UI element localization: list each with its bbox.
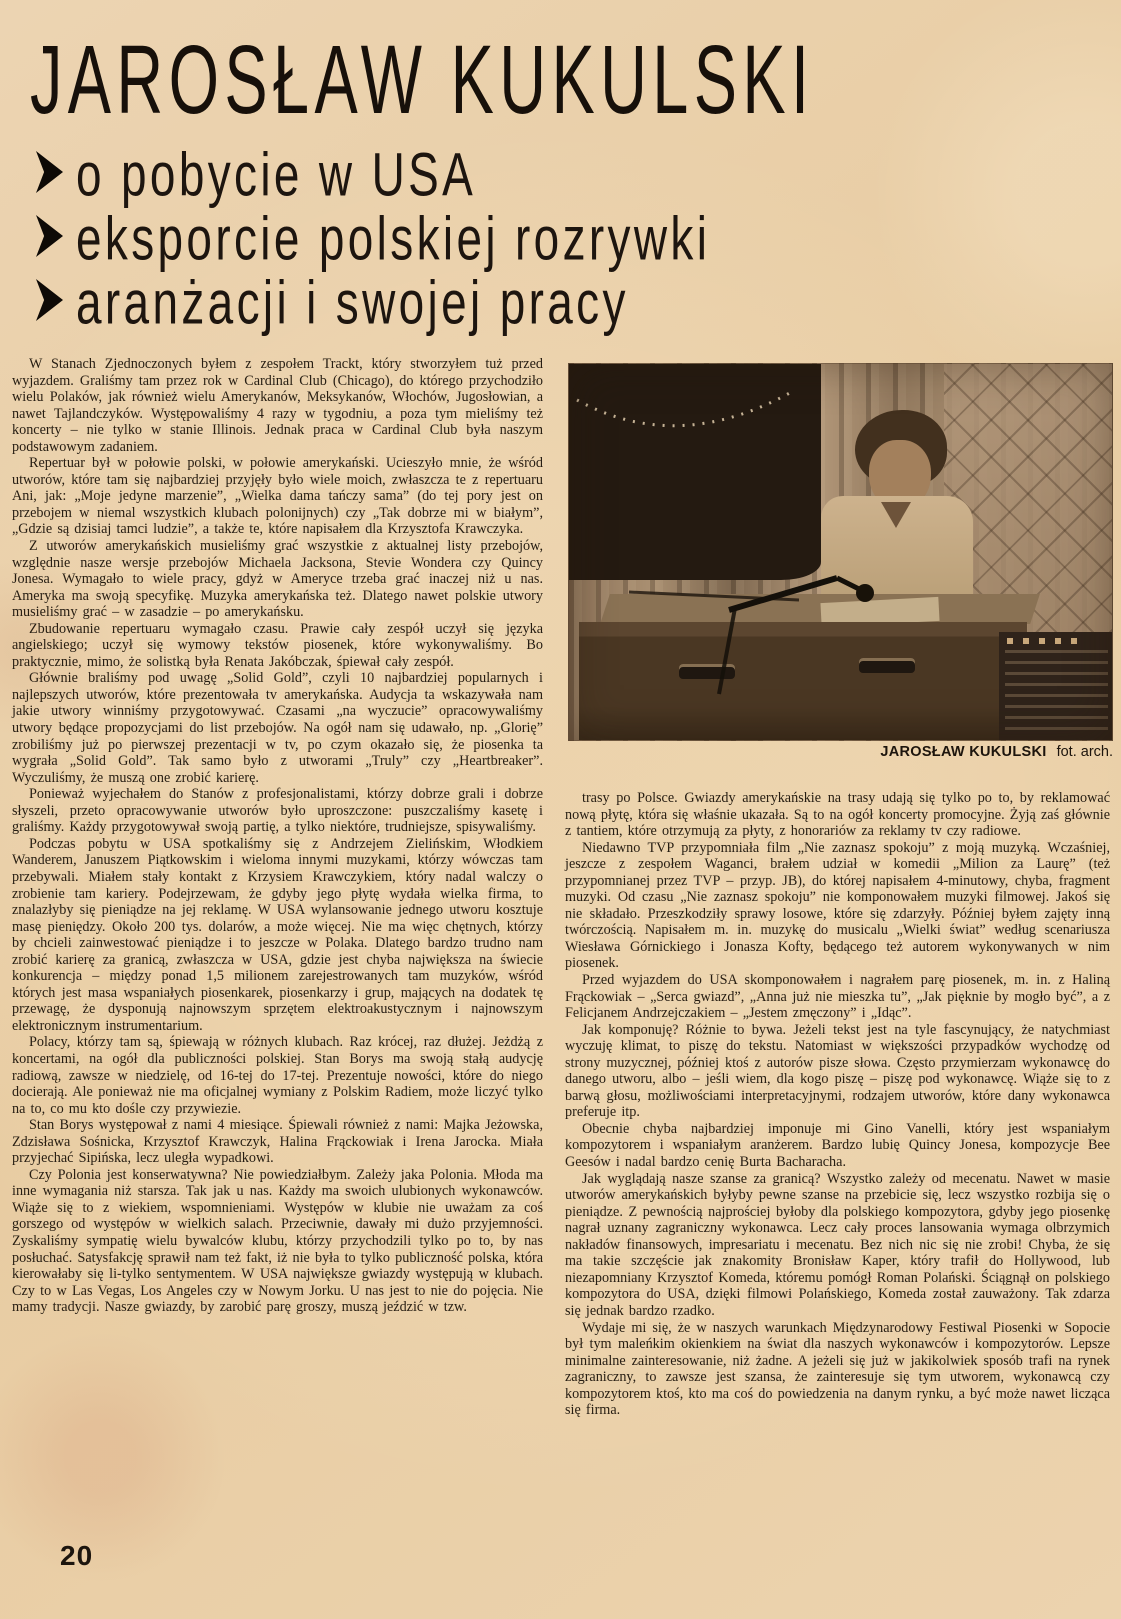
page-number: 20 — [60, 1540, 94, 1571]
article-paragraph: W Stanach Zjednoczonych byłem z zespołem Trackt, który stworzyłem tuż przed wyjazdem. Graliśmy tam przez rok w Cardinal Club (Chicago), do którego przychodziło wielu Polaków, jak również wielu Amerykanów, Meksykanów, Włochów, Jugosłowian, a nawet Tajlandczyków. Występowaliśmy 4 razy w tygodniu, a poza tym mieliśmy też koncerty – nie tylko w stanie Illinois. Jednak praca w Cardinal Club była naszym podstawowym zadaniem. — [12, 356, 543, 455]
bullet-label: eksporcie polskiej rozrywki — [76, 204, 711, 273]
article-paragraph: Jak komponuję? Różnie to bywa. Jeżeli tekst jest na tyle fascynujący, że natychmiast wyczuję klimat, to piszę do tekstu. Natomiast w większości przypadków wychodzę od strony muzycznej, później ktoś z autorów pisze słowa. Często przymierzam wykonawcę do danego utworu, albo – jeśli wiem, dla kogo piszę – piszę pod wykonawcę. Wiąże się to z barwą głosu, możliwościami interpretacyjnymi, rodzajem utworów, które dany wykonawca preferuje itp. — [565, 1021, 1110, 1121]
article-paragraph: Polacy, którzy tam są, śpiewają w różnych klubach. Raz krócej, raz dłużej. Jeżdżą z koncertami, na ogół dla publiczności polskiej. Stan Borys ma swoją stałą audycję radiową, zawsze w niedzielę, od 16-tej do 17-tej. Prezentuje nowości, które do niego docierają. Ale ponieważ nie ma oficjalnej wymiany z Polskim Radiem, może liczyć tylko na to, co mu kto dośle czy przywiezie. — [12, 1034, 543, 1117]
article-paragraph: Ponieważ wyjechałem do Stanów z profesjonalistami, którzy dobrze grali i dobrze słyszeli, przeto opracowywanie utworów było uproszczone: puszczaliśmy kasetę i graliśmy. Każdy przygotowywał swoją partię, a tylko niektóre, trudniejsze, spisywaliśmy. — [12, 786, 543, 836]
article-paragraph: Czy Polonia jest konserwatywna? Nie powiedziałbym. Zależy jaka Polonia. Młoda ma inne wymagania niż starsza. Tak jak u nas. Każdy ma swoich ulubionych wykonawców. Wiąże się to z wiekiem, wspomnieniami. Występów w klubie nie uważam za coś gorszego od występów w wielkich salach. Przeciwnie, dawały mi dużo przyjemności. Zyskaliśmy sympatię wielu bywalców klubu, którzy przychodzili tylko po to, by nas posłuchać. Satysfakcję sprawił nam też fakt, iż nie była to tylko publiczność polska, która kierowałaby się li-tylko sentymentem. W USA największe gwiazdy występują w klubach. Czy to w Las Vegas, Los Angeles czy w Nowym Jorku. U nas jest to nie do pojęcia. Nie mamy tradycji. Nasze gwiazdy, by zarobić parę groszy, muszą jeździć w tzw. — [12, 1166, 543, 1316]
masthead — [28, 22, 1088, 337]
article-paragraph: Niedawno TVP przypomniała film „Nie zaznasz spokoju” z moją muzyką. Wczaśniej, jeszcze z zespołem Waganci, brałem udział w komedii „Milion za Laurę” (też przypomnianej przez TVP – przyp. JB), do której napisałem 4-minutowy, chyba, fragment muzyki. Od czasu „Nie zaznasz spokoju” nie komponowałem muzyki filmowej. Jakoś się nie składało. Przeszkodziły sprawy losowe, które się zdarzyły. Później byłem zajęty inną twórczością. Napisałem m. in. muzykę do musicalu „Wielki świat” według scenariusza Wiesława Górnickiego i Jonasza Kofty, będącego też autorem wykonywanych w nim piosenek. — [565, 839, 1110, 972]
bullet-label: o pobycie w USA — [76, 140, 477, 209]
article-paragraph: Przed wyjazdem do USA skomponowałem i nagrałem parę piosenek, m. in. z Haliną Frąckowiak – „Serca gwiazd”, „Anna już nie mieszka tu”, „Jak pięknie by mogło być”, a z Felicjanem Andrzejczakiem – „Jestem zmęczony” i „Idąc”. — [565, 972, 1110, 1022]
photo-overlay-lines — [569, 364, 1113, 741]
photo-caption-name: JAROSŁAW KUKULSKI — [880, 744, 1047, 760]
chevron-right-icon — [36, 215, 63, 257]
article-paragraph: Jak wyglądają nasze szanse za granicą? Wszystko zależy od mecenatu. Nawet w masie utworów amerykańskich byłyby pewne szanse na przebicie się, lecz wszystko rozbija się o pieniądze. Z pewnością najprościej byłoby dla polskiego kompozytora, gdyby jego piosenkę nagrał uznany zagraniczny wykonawca. Lecz cały proces lansowania wymaga olbrzymich nakładów finansowych, impresariatu i mecenatu. Bez nich nic się nie zrobi! Chyba, że się ma takie szczęście jak znakomity Bronisław Kaper, który trafił do Hollywood, lub niezapomniany Krzysztof Komeda, któremu pomógł Roman Polański. Ściągnął on polskiego kompozytora do USA, dzięki filmowi Polańskiego, Komeda został zauważony. Tak zdarza się jednak bardzo rzadko. — [565, 1170, 1110, 1319]
photo-jaroslaw-kukulski — [568, 363, 1113, 741]
article-paragraph: Stan Borys występował z nami 4 miesiące. Śpiewali również z nami: Majka Jeżowska, Zdzisława Sośnicka, Krzysztof Krawczyk, Halina Frąckowiak i Irena Jarocka. Miała przyjechać Sipińska, lecz uległa wypadkowi. — [12, 1117, 543, 1167]
chevron-right-icon — [36, 279, 63, 321]
article-paragraph: Wydaje mi się, że w naszych warunkach Międzynarodowy Festiwal Piosenki w Sopocie był tym maleńkim okienkiem na świat dla naszych wykonawców i kompozytorów. Lepsze minimalne zainteresowanie, niż żadne. A jeżeli się już w jakikolwiek sposób trafi na rynek zagraniczny, to zawsze jest szansa, że zainteresuje się tym utworem, wykonawcą czy kompozytorem ktoś, kto ma coś do powiedzenia na danym rynku, a być może nawet licząca się firma. — [565, 1319, 1110, 1419]
article-paragraph: Podczas pobytu w USA spotkaliśmy się z Andrzejem Zielińskim, Włodkiem Wanderem, Januszem Piątkowskim i wieloma innymi muzykami, którzy wówczas tam przebywali. Miałem stały kontakt z Krzysiem Krawczykiem, który nadal walczy o zrobienie tam kariery. Podejrzewam, że gdyby jego płytę wydała wielka firma, to znalazłyby się pieniądze na jej reklamę. W USA wylansowanie jednego utworu kosztuje masę pieniędzy. Około 200 tys. dolarów, a może więcej. Nie ma więc chętnych, którzy by chcieli zainwestować pieniądze i to jeszcze w Polaka. Dlatego bardzo trudno nam zrobić karierę za granicą, zwłaszcza w USA, gdzie jest chyba największa na świecie konkurencja – między ponad 1,5 milionem zarejestrowanych tam muzyków, wśród których jest masa wspaniałych piosenkarek, piosenkarzy i grup, mających na dodatek tę przewagę, że dysponują najnowszym sprzętem elektroakustycznym i najnowszym elektronicznym instrumentarium. — [12, 835, 543, 1034]
article-right-column — [565, 790, 1110, 1550]
article-paragraph: Obecnie chyba najbardziej imponuje mi Gino Vanelli, który jest wspaniałym kompozytorem i wspaniałym aranżerem. Bardzo lubię Quincy Jonesa, kompozycje Bee Geesów i nadal bardzo cenię Burta Bacharacha. — [565, 1120, 1110, 1171]
article-paragraph: trasy po Polsce. Gwiazdy amerykańskie na trasy udają się tylko po to, by reklamować nową płytę, która się właśnie ukazała. Są to na ogół koncerty promocyjne. Żyją zaś głównie z tantiem, które otrzymują za płyty, z honorariów za reklamy tv czy radiowe. — [565, 790, 1110, 840]
article-paragraph: Z utworów amerykańskich musieliśmy grać wszystkie z aktualnej listy przebojów, względnie nasze wersje przebojów Michaela Jacksona, Stevie Wondera czy Quincy Jonesa. Wymagało to wiele pracy, gdyż w Ameryce trzeba grać inaczej niż u nas. Ameryka ma swoją specyfikę. Muzyka amerykańska też. Dlatego nawet polskie utwory musieliśmy grać – w zasadzie – po amerykańsku. — [12, 538, 543, 621]
article-paragraph: Repertuar był w połowie polski, w połowie amerykański. Ucieszyło mnie, że wśród utworów, które tam się najbardziej przyjęły było wiele moich, zwłaszcza te z repertuaru Ani, jak: „Moje jedyne marzenie”, „Wielka dama tańczy sama” (do tej pory jest on przebojem w niemal wszystkich klubach polonijnych) czy „Tak dobrze mi w białym”, „Gdzie są dzisiaj tamci ludzie”, a także te, które napisałem dla Krzysztofa Krawczyka. — [12, 455, 543, 538]
article-left-column — [12, 356, 543, 1551]
article-paragraph: Zbudowanie repertuaru wymagało czasu. Prawie cały zespół uczył się języka angielskiego; uczył się wymowy tekstów piosenek, które wykonywaliśmy. Bo praktycznie, mimo, że solistką była Renata Jakóbczak, śpiewał cały zespół. — [12, 620, 543, 670]
photo-caption — [568, 744, 1113, 760]
page-title: JAROSŁAW KUKULSKI — [30, 25, 815, 135]
article-paragraph: Głównie braliśmy pod uwagę „Solid Gold”, czyli 10 najbardziej popularnych i najlepszych utworów, które prezentowała tv amerykańska. Audycja ta wskazywała nam jakie utwory winniśmy przygotowywać. Czasami „na wyczucie” opracowywaliśmy utwory będące propozycjami do list przebojów. Na ogół nam się udawało, np. „Glorię” zrobiliśmy już po pierwszej prezentacji w tv, po czym okazało się, że piosenka ta wygrała „Solid Gold”. Tak samo było z utworami „Truly” czy „Heartbreaker”. Wyczuliśmy, że muszą one zrobić karierę. — [12, 670, 543, 786]
photo-caption-credit: fot. arch. — [1056, 744, 1113, 760]
bullet-label: aranżacji i swojej pracy — [76, 268, 629, 337]
